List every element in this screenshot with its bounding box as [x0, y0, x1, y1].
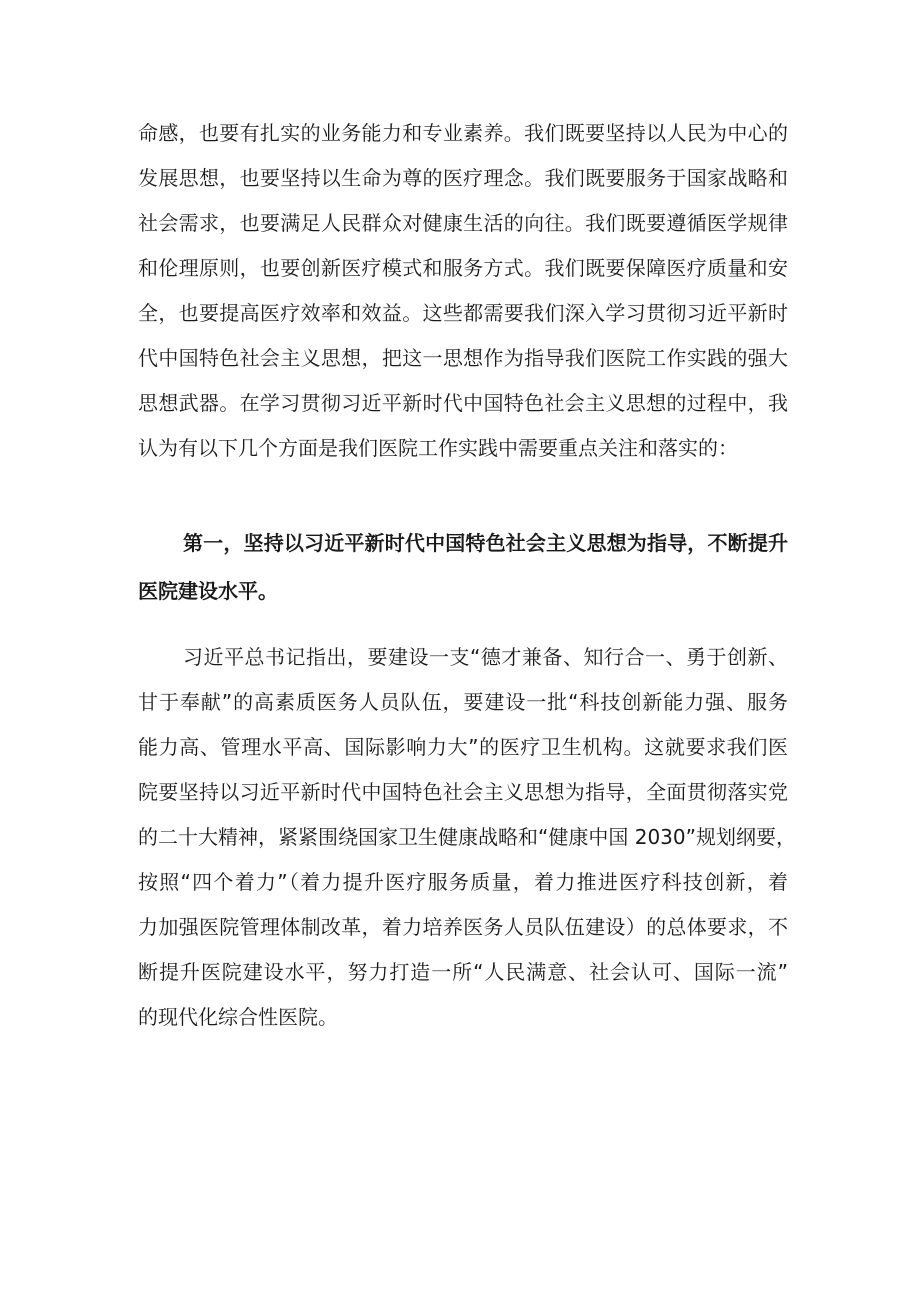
paragraph-line: 命感，也要有扎实的业务能力和专业素养。我们既要坚持以人民为中心的	[138, 121, 788, 145]
paragraph-line: 的现代化综合性医院。	[138, 1005, 338, 1029]
paragraph-line: 习近平总书记指出，要建设一支“德才兼备、知行合一、勇于创新、	[183, 645, 788, 669]
paragraph-line: 思想武器。在学习贯彻习近平新时代中国特色社会主义思想的过程中，我	[138, 391, 788, 415]
heading-line: 第一，坚持以习近平新时代中国特色社会主义思想为指导，不断提升	[183, 531, 788, 555]
paragraph-line: 断提升医院建设水平，努力打造一所“人民满意、社会认可、国际一流”	[138, 960, 788, 984]
paragraph-line: 甘于奉献”的高素质医务人员队伍，要建设一批“科技创新能力强、服务	[138, 690, 788, 714]
paragraph-line: 力加强医院管理体制改革，着力培养医务人员队伍建设）的总体要求，不	[138, 915, 788, 939]
section-heading	[138, 519, 788, 615]
paragraph-line: 的二十大精神，紧紧围绕国家卫生健康战略和“健康中国 2030”规划纲要，	[138, 825, 796, 849]
paragraph-line: 发展思想，也要坚持以生命为尊的医疗理念。我们既要服务于国家战略和	[138, 166, 788, 190]
heading-line: 医院建设水平。	[138, 579, 278, 603]
paragraph-line: 和伦理原则，也要创新医疗模式和服务方式。我们既要保障医疗质量和安	[138, 256, 788, 280]
body-paragraph	[138, 635, 796, 1040]
paragraph-line: 能力高、管理水平高、国际影响力大”的医疗卫生机构。这就要求我们医	[138, 735, 788, 759]
paragraph-line: 院要坚持以习近平新时代中国特色社会主义思想为指导，全面贯彻落实党	[138, 780, 788, 804]
paragraph-line: 社会需求，也要满足人民群众对健康生活的向往。我们既要遵循医学规律	[138, 211, 788, 235]
paragraph-line: 代中国特色社会主义思想，把这一思想作为指导我们医院工作实践的强大	[138, 346, 788, 370]
paragraph-line: 认为有以下几个方面是我们医院工作实践中需要重点关注和落实的：	[138, 436, 738, 460]
paragraph-line: 按照“四个着力”（着力提升医疗服务质量，着力推进医疗科技创新，着	[138, 870, 788, 894]
body-paragraph	[138, 111, 788, 471]
paragraph-line: 全，也要提高医疗效率和效益。这些都需要我们深入学习贯彻习近平新时	[138, 301, 788, 325]
